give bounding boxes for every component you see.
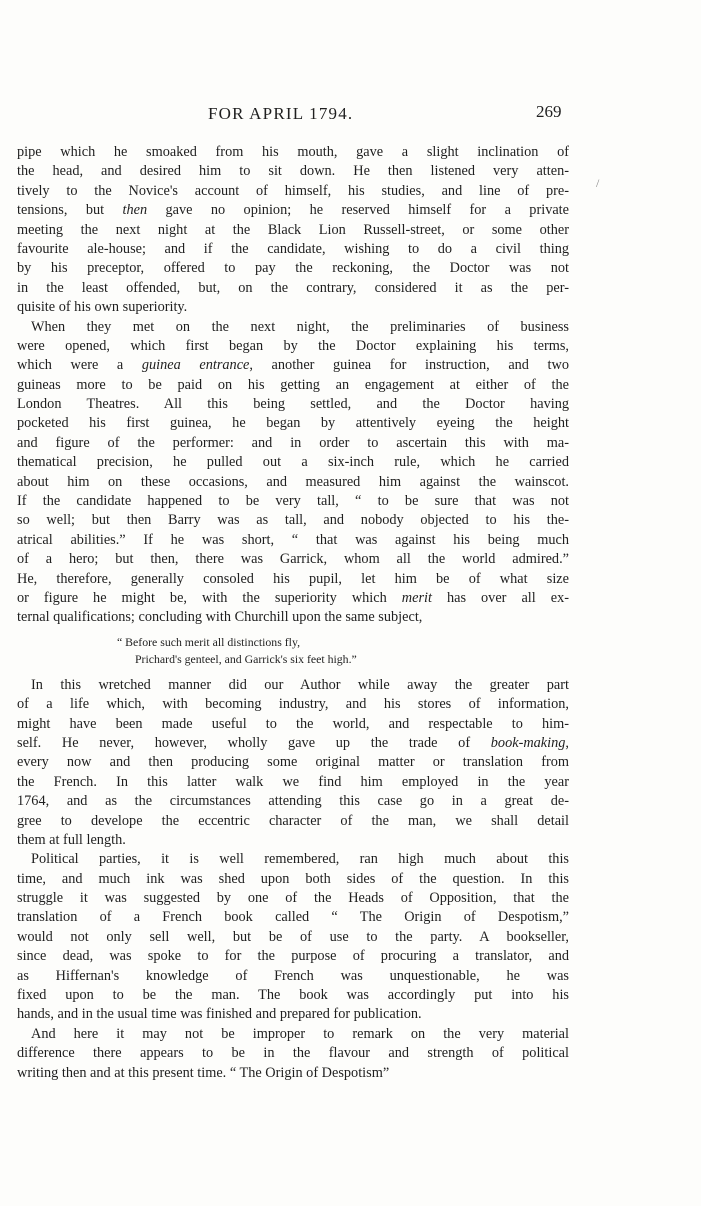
text-line: pipe which he smoaked from his mouth, gave a slight inclination of (17, 144, 569, 160)
text-line: Political parties, it is well remembered, ran high much about this (31, 851, 569, 868)
text-line: of a life which, with becoming industry, and his stores of information, (17, 696, 569, 713)
text-line: If the candidate happened to be very tall, “ to be sure that was not (17, 493, 569, 510)
text-line: guineas more to be paid on his getting an engagement at either of the (17, 376, 569, 393)
text-line: 1764, and as the circumstances attending this case go in a great de- (17, 793, 569, 810)
text-line: of a hero; but then, there was Garrick, whom all the world admired.” (17, 551, 569, 568)
text-line: the head, and desired him to sit down. He then listened very atten- (17, 163, 569, 180)
body-text (17, 143, 569, 1083)
text-line: as Hiffernan's knowledge of French was unquestionable, he was (17, 967, 569, 984)
paragraph (17, 676, 569, 851)
text-line: thematical precision, he pulled out a six-inch rule, which he carried (17, 454, 569, 471)
quote-line: Prichard's genteel, and Garrick's six feet high.” (135, 651, 357, 666)
text-line: since dead, was spoke to for the purpose of procuring a translator, and (17, 948, 569, 965)
text-line: so well; but then Barry was as tall, and nobody objected to his the- (17, 512, 569, 529)
running-head (0, 104, 701, 130)
text-line: quisite of his own superiority. (17, 299, 188, 316)
paragraph (17, 1025, 569, 1083)
text-line: And here it may not be improper to remark on the very material (31, 1025, 569, 1042)
text-line: would not only sell well, but be of use to the party. A bookseller, (17, 928, 569, 945)
text-line: ternal qualifications; concluding with Churchill upon the same subject, (17, 609, 423, 626)
text-line: writing then and at this present time. “ The Origin of Despotism” (17, 1064, 390, 1081)
margin-mark: / (596, 176, 600, 190)
paragraph (17, 143, 569, 318)
italic-phrase: merit (401, 589, 432, 606)
text-line: difference there appears to be in the flavour and strength of political (17, 1045, 569, 1062)
text-line: He, therefore, generally consoled his pupil, let him be of what size (17, 570, 569, 587)
paragraph (17, 318, 569, 628)
text-line: favourite ale-house; and if the candidate, wishing to do a civil thing (17, 240, 569, 257)
quote-line: “ Before such merit all distinctions fly, (117, 634, 301, 649)
running-title: FOR APRIL 1794. (208, 104, 354, 123)
text-line: or figure he might be, with the superiority which merit has over all ex- (17, 589, 569, 606)
verse-quotation (17, 628, 569, 676)
text-line: tively to the Novice's account of himself, his studies, and line of pre- (17, 182, 569, 199)
text-line: pocketed his first guinea, he began by attentively eyeing the height (17, 415, 569, 432)
page-number: 269 (536, 102, 562, 121)
text-line: which were a guinea entrance, another guinea for instruction, and two (17, 357, 569, 374)
text-line: In this wretched manner did our Author while away the greater part (31, 676, 569, 693)
text-line: were opened, which first began by the Doctor explaining his terms, (17, 337, 569, 354)
text-line: and figure of the performer: and in order to ascertain this with ma- (17, 434, 569, 451)
text-line: time, and much ink was shed upon both sides of the question. In this (17, 870, 569, 887)
text-line: might have been made useful to the world, and respectable to him- (17, 715, 569, 732)
text-line: London Theatres. All this being settled, and the Doctor having (17, 396, 569, 413)
text-line: in the least offended, but, on the contrary, considered it as the per- (17, 279, 569, 296)
text-line: them at full length. (17, 831, 126, 848)
text-line: self. He never, however, wholly gave up the trade of book-making, (17, 734, 569, 751)
text-line: by his preceptor, offered to pay the reckoning, the Doctor was not (17, 260, 569, 277)
text-line: translation of a French book called “ The Origin of Despotism,” (17, 909, 569, 926)
text-line: the French. In this latter walk we find him employed in the year (17, 773, 569, 790)
text-line: about him on these occasions, and measured him against the wainscot. (17, 473, 569, 490)
text-line: gree to develope the eccentric character of the man, we shall detail (17, 812, 569, 829)
text-line: meeting the next night at the Black Lion Russell-street, or some other (17, 221, 569, 238)
text-line: atrical abilities.” If he was short, “ that was against his being much (17, 531, 569, 548)
text-line: fixed upon to be the man. The book was accordingly put into his (17, 987, 569, 1004)
text-line: hands, and in the usual time was finished and prepared for publication. (17, 1006, 422, 1023)
text-line: every now and then producing some original matter or translation from (17, 754, 569, 771)
text-line: When they met on the next night, the preliminaries of business (31, 318, 569, 335)
italic-phrase: guinea entrance (141, 357, 250, 374)
text-line: struggle it was suggested by one of the Heads of Opposition, that the (17, 890, 569, 907)
italic-phrase: book-making (490, 734, 566, 751)
paragraph (17, 850, 569, 1025)
text-line: tensions, but then gave no opinion; he reserved himself for a private (17, 202, 569, 219)
italic-phrase: then (122, 202, 148, 219)
